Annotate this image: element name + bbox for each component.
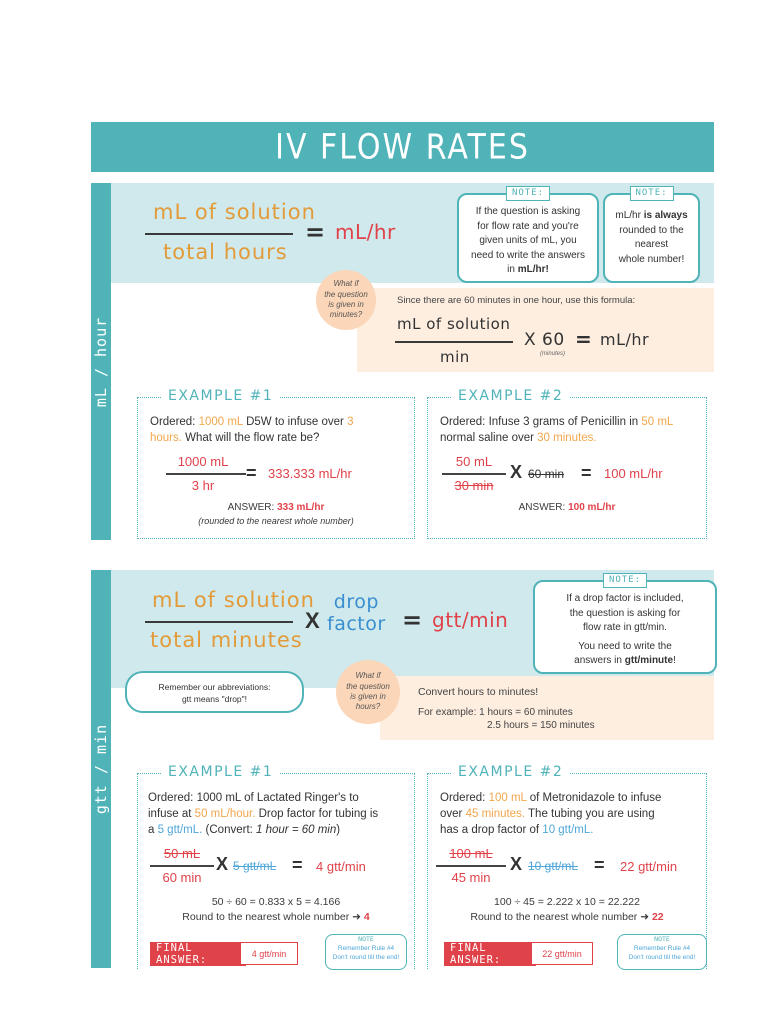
minutes-formula-result: mL/hr <box>600 330 650 349</box>
question-bubble-hours <box>336 660 400 724</box>
text: What will the flow rate be? <box>181 432 320 445</box>
formula-line <box>145 233 293 235</box>
bubble-line: What if <box>333 279 359 289</box>
rounded-value: 4 <box>363 911 370 923</box>
example2-answer <box>428 502 706 513</box>
mini-note-tag: NOTE <box>654 935 670 943</box>
example1-answer-note: (rounded to the nearest whole number) <box>198 516 354 526</box>
note-line: rounded to the <box>619 224 684 236</box>
gtt-example1-calc: 50 ÷ 60 = 0.833 x 5 = 4.166 <box>211 896 341 908</box>
fraction-numerator: 50 mL <box>455 454 493 469</box>
gtt-example1-final-value: 4 gtt/min <box>240 942 298 965</box>
gtt-example1-final-label <box>150 942 246 966</box>
side-strip-gtt-min <box>91 570 111 968</box>
minutes-formula-intro: Since there are 60 minutes in one hour, use this formula: <box>397 295 636 306</box>
equals-sign: = <box>594 855 605 875</box>
example1-answer <box>138 502 414 513</box>
drop-factor-line1: drop <box>333 591 379 613</box>
text: The tubing you are using <box>525 808 655 821</box>
bubble-line: the question <box>324 289 368 299</box>
note-box-rounding <box>603 188 700 283</box>
equals-sign: = <box>292 855 303 875</box>
gtt-example2-final-value: 22 gtt/min <box>531 942 593 965</box>
bubble-line: is given in <box>328 300 364 309</box>
text: Ordered: <box>150 416 199 428</box>
text: infuse at <box>148 808 195 821</box>
title-banner <box>91 122 714 172</box>
fraction-numerator: 50 mL <box>163 846 201 861</box>
convert-heading: Convert hours to minutes! <box>418 686 539 698</box>
multiplier: 60 min <box>528 467 565 481</box>
text: over <box>440 808 466 821</box>
gtt-example2-question <box>440 790 702 838</box>
note-tag: NOTE: <box>603 573 647 588</box>
note-line: whole number! <box>618 253 685 265</box>
example2-box <box>427 388 707 539</box>
convert-example1: For example: 1 hours = 60 minutes <box>418 707 573 718</box>
text-highlight: 30 minutes. <box>537 432 597 445</box>
fraction-denominator: 30 min <box>454 478 494 493</box>
side-label-ml-hour: mL / hour <box>92 316 110 407</box>
side-label-gtt-min: gtt / min <box>92 723 110 815</box>
mini-note-line: Don't round till the end! <box>628 954 696 962</box>
formula2-drop-factor <box>327 592 386 636</box>
abbreviation-box <box>125 671 304 713</box>
note-line: ! <box>673 655 676 666</box>
convert-example2: 2.5 hours = 150 minutes <box>487 720 595 731</box>
abbrev-line: gtt means "drop"! <box>181 694 248 705</box>
note-emphasis: mL/hr! <box>517 264 549 275</box>
note-line: need to write the answers <box>471 249 585 261</box>
gtt-example2-result: 22 gtt/min <box>620 859 678 874</box>
fraction-line <box>166 473 246 475</box>
fraction-denominator: 45 min <box>451 870 491 885</box>
bubble-line: What if <box>355 671 381 681</box>
section1-formula <box>145 198 405 268</box>
question-bubble-minutes <box>316 270 376 330</box>
example2-title: EXAMPLE #2 <box>452 388 569 404</box>
drop-factor-line2: factor <box>327 612 386 635</box>
equals-sign: = <box>581 463 592 483</box>
note-line: You need to write the <box>578 640 672 652</box>
fraction-numerator: 100 mL <box>449 846 493 861</box>
answer-value: 100 mL/hr <box>568 502 616 513</box>
formula-numerator: mL of solution <box>153 200 316 224</box>
note-emphasis: is always <box>643 210 688 221</box>
multiply-sign: X <box>216 854 229 874</box>
text: Round to the nearest whole number ➜ <box>470 911 652 923</box>
gtt-example1-round <box>138 911 414 923</box>
note-line: If a drop factor is included, <box>566 593 684 604</box>
text: has a drop factor of <box>440 824 543 837</box>
minutes-formula-numerator: mL of solution <box>397 315 511 333</box>
final-label: FINAL ANSWER: <box>156 942 208 966</box>
formula2-numerator: mL of solution <box>152 588 315 612</box>
abbrev-line: Remember our abbreviations: <box>158 682 271 692</box>
fraction-line <box>150 865 214 867</box>
fraction-numerator: 1000 mL <box>177 454 229 469</box>
answer-label: ANSWER: <box>227 502 278 513</box>
note-line: answers in <box>574 655 625 666</box>
text: Ordered: <box>440 792 489 804</box>
text: of Metronidazole to infuse <box>526 792 662 804</box>
mini-note-tag: NOTE <box>358 935 374 943</box>
mini-note-line: Remember Rule #4 <box>337 945 395 953</box>
bubble-line: hours? <box>355 702 381 712</box>
gtt-example2-calc: 100 ÷ 45 = 2.222 x 10 = 22.222 <box>494 896 640 908</box>
note-line: If the question is asking <box>475 206 581 217</box>
fraction-denominator: 60 min <box>162 870 202 885</box>
page-title: IV FLOW RATES <box>275 126 530 168</box>
text-highlight: 10 gtt/mL. <box>542 824 594 837</box>
multiply-sign: X <box>510 462 523 482</box>
note-tag: NOTE: <box>629 186 673 201</box>
text-highlight: 3 <box>347 416 354 428</box>
note-line: for flow rate and you're <box>477 220 579 232</box>
minutes-formula-line <box>395 341 513 343</box>
gtt-example1-title: EXAMPLE #1 <box>162 764 279 780</box>
minutes-formula-sub: (minutes) <box>540 351 566 357</box>
fraction-line <box>442 473 506 475</box>
rounded-value: 22 <box>651 911 664 923</box>
text: a <box>148 824 158 837</box>
text-highlight: 50 mL <box>641 416 674 428</box>
gtt-example2-final-label <box>444 942 536 966</box>
minutes-formula-denominator: min <box>440 348 470 366</box>
mini-note-line: Don't round till the end! <box>332 954 400 962</box>
note-emphasis: gtt/minute <box>624 655 674 666</box>
multiply-sign: X <box>510 854 523 874</box>
final-label: FINAL ANSWER: <box>450 942 502 966</box>
multiplier: 10 gtt/mL <box>528 859 579 873</box>
text-highlight: hours. <box>150 432 182 445</box>
example1-question <box>150 414 400 446</box>
text: 1 hour = 60 min <box>256 824 337 837</box>
formula2-multiply: X <box>305 608 320 633</box>
gtt-example1-rule-note <box>325 934 407 970</box>
equals-sign: = <box>246 463 257 483</box>
example2-question <box>440 414 702 446</box>
text: Ordered: 1000 mL of Lactated Ringer's to <box>148 792 359 804</box>
minutes-formula-times: X 60 <box>524 330 565 350</box>
note-box-mlhr-answers <box>457 188 599 283</box>
example2-result: 100 mL/hr <box>604 466 663 481</box>
text: Ordered: Infuse 3 grams of Penicillin in <box>440 416 642 428</box>
formula-denominator: total hours <box>163 240 288 264</box>
note-line: in <box>507 264 518 275</box>
formula2-result: gtt/min <box>432 608 509 632</box>
gtt-example2-rule-note <box>617 934 707 970</box>
minutes-formula-equals: = <box>575 327 592 351</box>
formula2-equals: = <box>402 606 423 634</box>
answer-label: ANSWER: <box>518 502 569 513</box>
note-line: nearest <box>634 239 669 250</box>
note-box-gtt-min <box>533 575 717 674</box>
note-line: mL/hr <box>615 210 644 221</box>
bubble-line: the question <box>346 681 390 691</box>
note-tag: NOTE: <box>506 186 550 201</box>
text-highlight: 1000 mL <box>198 416 243 428</box>
formula-equals: = <box>305 218 326 246</box>
gtt-example1-question <box>148 790 412 838</box>
text: D5W to infuse over <box>242 416 348 428</box>
note-line: given units of mL, you <box>479 235 577 246</box>
gtt-example2-title: EXAMPLE #2 <box>452 764 569 780</box>
gtt-example2-round <box>428 911 706 923</box>
bubble-line: is given in <box>350 692 386 701</box>
bubble-line: minutes? <box>329 310 363 320</box>
example1-result: 333.333 mL/hr <box>268 466 352 481</box>
multiplier: 5 gtt/mL <box>233 859 277 873</box>
note-line: the question is asking for <box>569 607 681 619</box>
fraction-denominator: 3 hr <box>191 478 215 493</box>
example1-title: EXAMPLE #1 <box>162 388 279 404</box>
gtt-example1-result: 4 gtt/min <box>316 859 366 874</box>
text: Round to the nearest whole number ➜ <box>182 911 364 923</box>
text-highlight: 100 mL <box>488 792 527 804</box>
text-highlight: 45 minutes. <box>465 808 526 821</box>
note-line: flow rate in gtt/min. <box>583 622 667 633</box>
formula-result: mL/hr <box>335 220 396 244</box>
formula2-denominator: total minutes <box>150 628 303 652</box>
text: normal saline over <box>440 432 538 445</box>
text-highlight: 50 mL/hour. <box>194 808 256 821</box>
text: ) <box>336 824 341 837</box>
text: (Convert: <box>202 824 257 837</box>
example1-box <box>137 388 415 539</box>
text-highlight: 5 gtt/mL. <box>157 824 203 837</box>
side-strip-ml-hour <box>91 183 111 540</box>
text: Drop factor for tubing is <box>255 808 379 821</box>
formula2-line <box>145 621 293 623</box>
fraction-line <box>436 865 506 867</box>
mini-note-line: Remember Rule #4 <box>633 945 691 953</box>
answer-value: 333 mL/hr <box>277 502 325 513</box>
